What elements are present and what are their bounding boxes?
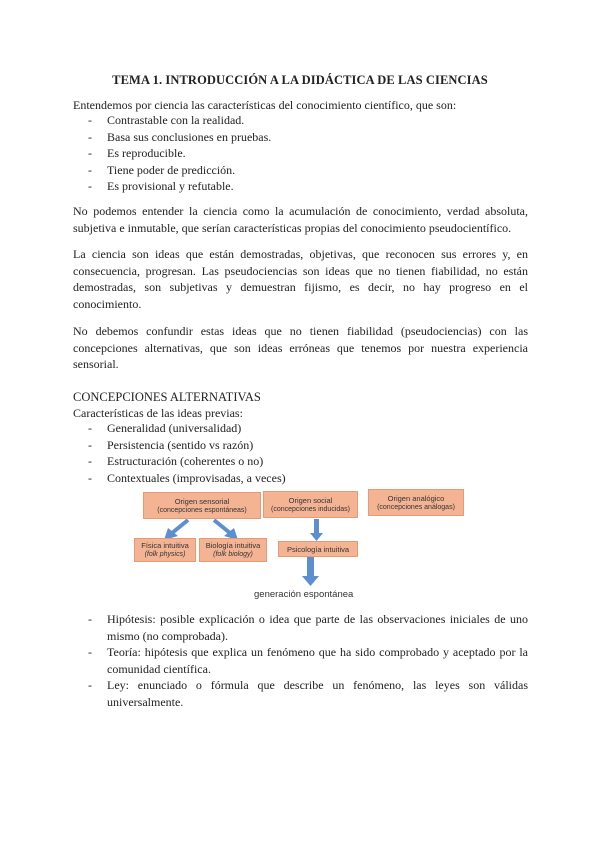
list-item: - Es provisional y refutable. bbox=[88, 178, 528, 195]
arrow-social-psicologia bbox=[310, 519, 323, 541]
list-item: - Ley: enunciado o fórmula que describe un fenómeno, las leyes son válidas universalmente. bbox=[88, 677, 528, 710]
paragraph-1: No podemos entender la ciencia como la acumulación de conocimiento, verdad absoluta, subjetiva e inmutable, que serían características propias del conocimiento pseudocientífico. bbox=[73, 204, 528, 235]
page-title: TEMA 1. INTRODUCCIÓN A LA DIDÁCTICA DE LAS CIENCIAS bbox=[112, 73, 488, 87]
intro-text: Entendemos por ciencia las características del conocimiento científico, que son: bbox=[73, 98, 457, 112]
previous-ideas-intro: Características de las ideas previas: bbox=[73, 406, 243, 420]
list-item: - Contextuales (improvisadas, a veces) bbox=[88, 470, 528, 487]
list-item: - Persistencia (sentido vs razón) bbox=[88, 437, 528, 454]
generacion-espontanea-label: generación espontánea bbox=[254, 589, 354, 600]
list-item: - Generalidad (universalidad) bbox=[88, 420, 528, 437]
arrow-sensorial-biologia bbox=[214, 520, 238, 540]
list-item: - Tiene poder de predicción. bbox=[88, 162, 528, 179]
list-item: - Hipótesis: posible explicación o idea que parte de las observaciones iniciales de uno mismo (no comprobada). bbox=[88, 611, 528, 644]
list-item: - Basa sus conclusiones en pruebas. bbox=[88, 129, 528, 146]
section-heading: CONCEPCIONES ALTERNATIVAS bbox=[73, 390, 261, 404]
paragraph-2: La ciencia son ideas que están demostradas, objetivas, que reconocen sus errores y, en consecuencia, progresan. Las pseudociencias son ideas que no tienen fiabilidad, no están demostradas, son subjetivas y demuestran fijismo, es decir, no hay progreso en el conocimiento. bbox=[73, 247, 528, 311]
arrow-psicologia-generacion bbox=[302, 557, 319, 586]
box-origen-social: Origen social (concepciones inducidas) bbox=[263, 491, 358, 518]
list-item: - Es reproducible. bbox=[88, 145, 528, 162]
box-biologia-intuitiva: Biología intuitiva (folk biology) bbox=[199, 538, 267, 562]
definitions-list bbox=[88, 611, 528, 710]
paragraph-3: No debemos confundir estas ideas que no tienen fiabilidad (pseudociencias) con las concepciones alternativas, que son ideas erróneas que tenemos por nuestra experiencia sensorial. bbox=[73, 324, 528, 371]
box-origen-analogico: Origen analógico (concepciones análogas) bbox=[368, 489, 464, 516]
box-origen-sensorial: Origen sensorial (concepciones espontáneas) bbox=[143, 492, 261, 519]
list-item: - Contrastable con la realidad. bbox=[88, 112, 528, 129]
arrow-sensorial-fisica bbox=[164, 520, 188, 540]
list-item: - Teoría: hipótesis que explica un fenómeno que ha sido comprobado y aceptado por la comunidad científica. bbox=[88, 644, 528, 677]
list-item: - Estructuración (coherentes o no) bbox=[88, 453, 528, 470]
box-fisica-intuitiva: Física intuitiva (folk physics) bbox=[134, 538, 196, 562]
box-psicologia-intuitiva: Psicología intuitiva bbox=[278, 541, 358, 557]
